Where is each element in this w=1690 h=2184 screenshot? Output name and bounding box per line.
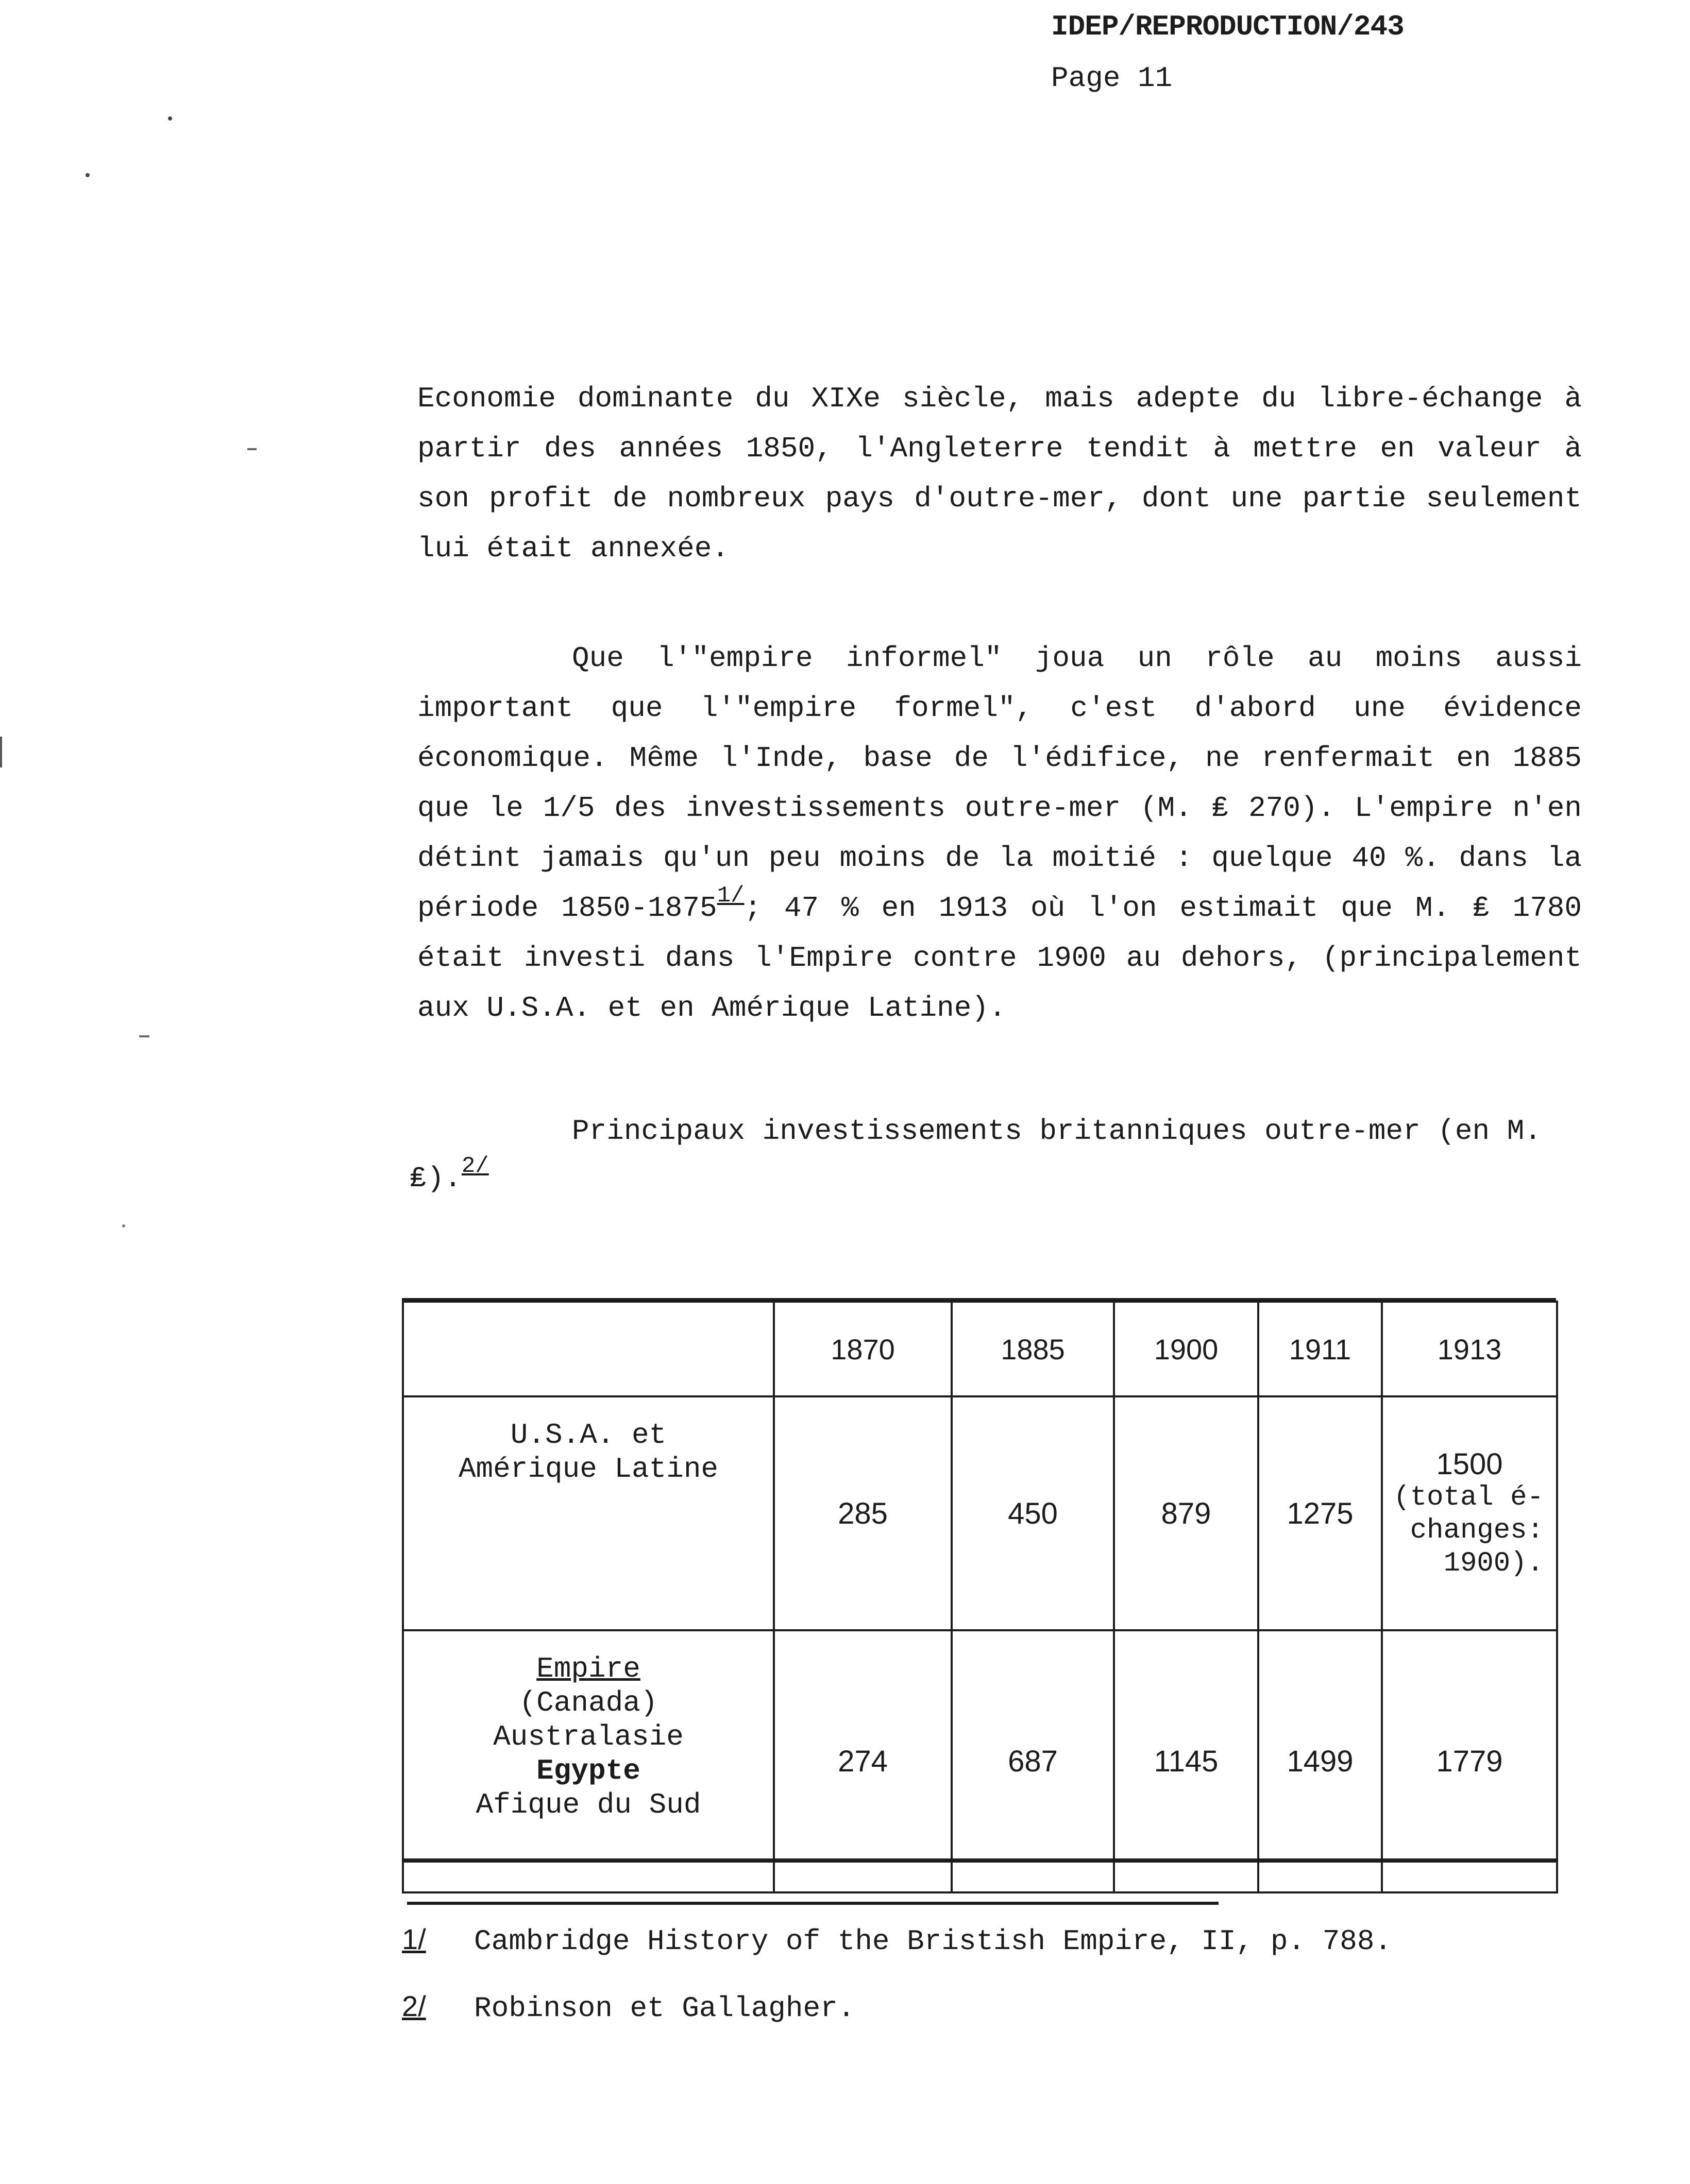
footnote-text: Robinson et Gallagher. bbox=[474, 1992, 855, 2025]
row-label-line: Amérique Latine bbox=[458, 1453, 719, 1486]
table-title bbox=[410, 1107, 1574, 1202]
column-header: 1911 bbox=[1258, 1302, 1382, 1396]
table-title-text: Principaux investissements britanniques outre-mer (en M. ₤). bbox=[410, 1115, 1542, 1195]
table-row bbox=[403, 1396, 1557, 1630]
table-cell: 450 bbox=[952, 1396, 1114, 1630]
row-label bbox=[403, 1396, 774, 1630]
document-reference: IDEP/REPRODUCTION/243 bbox=[1051, 10, 1404, 43]
table-cell-value: 1500 bbox=[1436, 1447, 1503, 1481]
paragraph-2 bbox=[417, 634, 1582, 1033]
row-label-line: Afique du Sud bbox=[476, 1788, 701, 1821]
row-label-line: (Canada) bbox=[519, 1686, 658, 1719]
footnote-ref-2: 2/ bbox=[461, 1153, 489, 1179]
table-cell: 1499 bbox=[1258, 1630, 1382, 1892]
table-cell: 274 bbox=[774, 1630, 952, 1892]
paragraph-2-part-b: ; 47 % en 1913 où l'on estimait que M. ₤ 1780 était investi dans l'Empire contre 1900 au dehors, (principalement aux U.S.A. et en Amérique Latine). bbox=[417, 892, 1582, 1025]
footnote-text: Cambridge History of the Bristish Empire, II, p. 788. bbox=[474, 1925, 1392, 1958]
footnote-separator bbox=[407, 1902, 1219, 1905]
table-row bbox=[403, 1630, 1557, 1892]
row-label-line: Empire bbox=[536, 1652, 640, 1685]
investments-table bbox=[402, 1301, 1558, 1893]
table-cell bbox=[1382, 1396, 1557, 1630]
footnote-mark: 1/ bbox=[402, 1923, 426, 1955]
table-cell: 879 bbox=[1114, 1396, 1258, 1630]
header-empty-cell bbox=[403, 1302, 774, 1396]
table-header-row bbox=[403, 1302, 1557, 1396]
column-header: 1885 bbox=[952, 1302, 1114, 1396]
column-header: 1900 bbox=[1114, 1302, 1258, 1396]
table-cell: 1779 bbox=[1382, 1630, 1557, 1892]
table-bottom-rule bbox=[402, 1858, 1556, 1863]
column-header: 1870 bbox=[774, 1302, 952, 1396]
table-cell: 1145 bbox=[1114, 1630, 1258, 1892]
table-cell: 687 bbox=[952, 1630, 1114, 1892]
table-cell-note: (total é-changes: 1900). bbox=[1393, 1481, 1544, 1579]
paragraph-2-part-a: Que l'"empire informel" joua un rôle au moins aussi important que l'"empire formel", c'est d'abord une évidence économique. Même l'Inde, base de l'édifice, ne renfermait en 1885 que le 1/5 des investissements outre-mer (M. ₤ 270). L'empire n'en détint jamais qu'un peu moins de la moitié : quelque 40 %. dans la période 1850-1875 bbox=[417, 642, 1582, 925]
row-label-line: U.S.A. et bbox=[510, 1419, 667, 1452]
row-label-line: Australasie bbox=[493, 1720, 684, 1753]
table-cell: 1275 bbox=[1258, 1396, 1382, 1630]
column-header: 1913 bbox=[1382, 1302, 1557, 1396]
footnote-ref-1: 1/ bbox=[717, 883, 745, 909]
footnote-2 bbox=[402, 1986, 855, 2029]
row-label bbox=[403, 1630, 774, 1892]
table-cell: 285 bbox=[774, 1396, 952, 1630]
footnote-1 bbox=[402, 1919, 1392, 1962]
footnote-mark: 2/ bbox=[402, 1990, 426, 2022]
row-label-line: Egypte bbox=[536, 1754, 640, 1787]
paragraph-1: Economie dominante du XIXe siècle, mais adepte du libre-échange à partir des années 1850, l'Angleterre tendit à mettre en valeur à son profit de nombreux pays d'outre-mer, dont une partie seulement lui était annexée. bbox=[417, 382, 1582, 565]
page-number: Page 11 bbox=[1051, 62, 1173, 95]
